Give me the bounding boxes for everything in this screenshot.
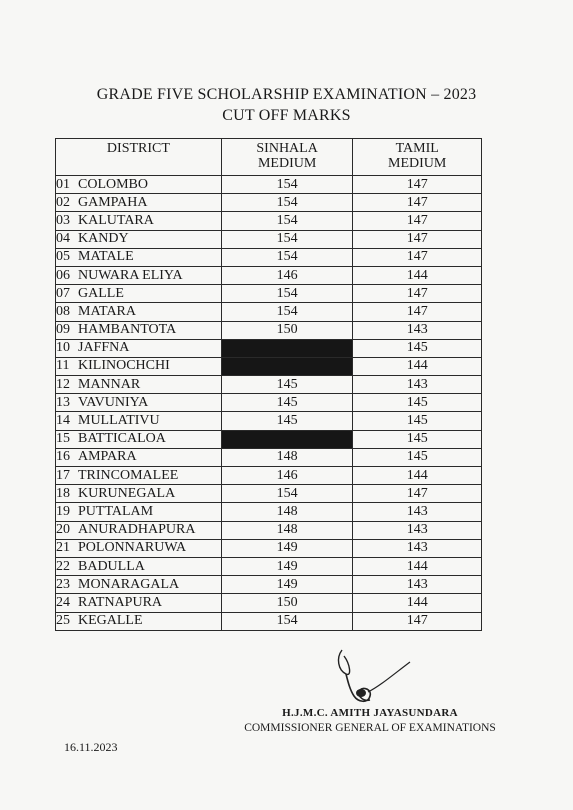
district-number: 22 xyxy=(56,558,70,574)
district-name: RATNAPURA xyxy=(78,594,163,610)
tamil-mark-cell: 147 xyxy=(353,303,482,321)
document-title: GRADE FIVE SCHOLARSHIP EXAMINATION – 2023 xyxy=(96,86,477,103)
tamil-mark-cell: 147 xyxy=(353,176,482,194)
table-row xyxy=(56,212,482,230)
table-row xyxy=(56,339,482,357)
district-cell xyxy=(56,357,222,375)
table-body xyxy=(56,176,482,631)
district-number: 14 xyxy=(56,413,70,429)
table-row xyxy=(56,576,482,594)
table-row xyxy=(56,321,482,339)
district-cell xyxy=(56,339,222,357)
district-number: 18 xyxy=(56,485,70,501)
column-header-tamil-medium: TAMIL MEDIUM xyxy=(353,139,482,176)
table-header-row xyxy=(56,139,482,176)
district-cell xyxy=(56,612,222,630)
table-row xyxy=(56,521,482,539)
sinhala-mark-cell: 150 xyxy=(221,594,353,612)
table-row xyxy=(56,394,482,412)
sinhala-mark-cell: 154 xyxy=(221,285,353,303)
sinhala-mark-cell: 148 xyxy=(221,521,353,539)
district-number: 21 xyxy=(56,540,70,556)
cutoff-marks-table xyxy=(55,138,482,631)
district-cell xyxy=(56,212,222,230)
district-name: BADULLA xyxy=(78,558,145,574)
district-name: MANNAR xyxy=(78,376,141,392)
tamil-mark-cell: 143 xyxy=(353,521,482,539)
district-cell xyxy=(56,467,222,485)
district-name: AMPARA xyxy=(78,449,137,465)
tamil-mark-cell: 144 xyxy=(353,594,482,612)
tamil-mark-cell: 144 xyxy=(353,467,482,485)
table-row xyxy=(56,194,482,212)
sinhala-mark-cell: 154 xyxy=(221,303,353,321)
tamil-mark-cell: 143 xyxy=(353,376,482,394)
district-name: VAVUNIYA xyxy=(78,394,149,410)
table-row xyxy=(56,376,482,394)
district-cell xyxy=(56,248,222,266)
district-number: 03 xyxy=(56,212,70,228)
district-cell xyxy=(56,594,222,612)
tamil-mark-cell: 144 xyxy=(353,357,482,375)
district-number: 07 xyxy=(56,285,70,301)
district-cell xyxy=(56,394,222,412)
redacted-cell xyxy=(221,339,353,357)
sinhala-mark-cell: 146 xyxy=(221,467,353,485)
district-number: 04 xyxy=(56,231,70,247)
signature-image xyxy=(328,646,420,708)
district-number: 11 xyxy=(56,358,70,374)
table-row xyxy=(56,612,482,630)
district-number: 17 xyxy=(56,467,70,483)
table-row xyxy=(56,467,482,485)
district-cell xyxy=(56,539,222,557)
column-header-district: DISTRICT xyxy=(56,139,222,176)
district-name: POLONNARUWA xyxy=(78,540,187,556)
sinhala-mark-cell: 149 xyxy=(221,557,353,575)
table-row xyxy=(56,557,482,575)
district-number: 13 xyxy=(56,394,70,410)
sinhala-mark-cell: 149 xyxy=(221,576,353,594)
tamil-mark-cell: 147 xyxy=(353,285,482,303)
district-cell xyxy=(56,503,222,521)
tamil-mark-cell: 147 xyxy=(353,194,482,212)
sinhala-mark-cell: 150 xyxy=(221,321,353,339)
district-name: COLOMBO xyxy=(78,176,149,192)
tamil-mark-cell: 145 xyxy=(353,430,482,448)
district-cell xyxy=(56,376,222,394)
district-number: 02 xyxy=(56,194,70,210)
tamil-mark-cell: 145 xyxy=(353,394,482,412)
sinhala-mark-cell: 149 xyxy=(221,539,353,557)
tamil-mark-cell: 147 xyxy=(353,612,482,630)
table-row xyxy=(56,594,482,612)
tamil-mark-cell: 143 xyxy=(353,321,482,339)
table-row xyxy=(56,230,482,248)
district-cell xyxy=(56,230,222,248)
district-cell xyxy=(56,303,222,321)
district-cell xyxy=(56,448,222,466)
district-cell xyxy=(56,285,222,303)
district-cell xyxy=(56,521,222,539)
district-name: MONARAGALA xyxy=(78,576,180,592)
sinhala-mark-cell: 154 xyxy=(221,230,353,248)
sinhala-mark-cell: 154 xyxy=(221,612,353,630)
sinhala-mark-cell: 145 xyxy=(221,376,353,394)
district-name: TRINCOMALEE xyxy=(78,467,179,483)
table-row xyxy=(56,357,482,375)
signatory-title: COMMISSIONER GENERAL OF EXAMINATIONS xyxy=(244,722,496,734)
tamil-mark-cell: 145 xyxy=(353,448,482,466)
sinhala-mark-cell: 145 xyxy=(221,394,353,412)
district-cell xyxy=(56,412,222,430)
district-name: JAFFNA xyxy=(78,340,130,356)
tamil-mark-cell: 147 xyxy=(353,485,482,503)
district-name: GALLE xyxy=(78,285,124,301)
table-row xyxy=(56,430,482,448)
district-name: MATARA xyxy=(78,303,136,319)
district-number: 15 xyxy=(56,431,70,447)
district-cell xyxy=(56,576,222,594)
district-number: 01 xyxy=(56,176,70,192)
district-name: BATTICALOA xyxy=(78,431,166,447)
district-number: 16 xyxy=(56,449,70,465)
table-row xyxy=(56,176,482,194)
sinhala-mark-cell: 154 xyxy=(221,212,353,230)
sinhala-mark-cell: 148 xyxy=(221,448,353,466)
district-cell xyxy=(56,194,222,212)
redacted-cell xyxy=(221,357,353,375)
district-name: KANDY xyxy=(78,231,129,247)
sinhala-mark-cell: 145 xyxy=(221,412,353,430)
district-number: 05 xyxy=(56,249,70,265)
district-name: KEGALLE xyxy=(78,613,143,629)
district-number: 10 xyxy=(56,340,70,356)
tamil-mark-cell: 145 xyxy=(353,339,482,357)
table-row xyxy=(56,412,482,430)
district-number: 09 xyxy=(56,322,70,338)
sinhala-mark-cell: 154 xyxy=(221,194,353,212)
column-header-sinhala-medium: SINHALA MEDIUM xyxy=(221,139,353,176)
district-name: GAMPAHA xyxy=(78,194,148,210)
document-date: 16.11.2023 xyxy=(64,740,118,754)
district-name: MULLATIVU xyxy=(78,413,160,429)
district-number: 08 xyxy=(56,303,70,319)
district-number: 06 xyxy=(56,267,70,283)
district-number: 24 xyxy=(56,594,70,610)
tamil-mark-cell: 143 xyxy=(353,539,482,557)
tamil-mark-cell: 143 xyxy=(353,576,482,594)
table-row xyxy=(56,539,482,557)
district-number: 25 xyxy=(56,613,70,629)
district-name: KURUNEGALA xyxy=(78,485,176,501)
tamil-mark-cell: 147 xyxy=(353,230,482,248)
district-name: HAMBANTOTA xyxy=(78,322,177,338)
sinhala-mark-cell: 146 xyxy=(221,266,353,284)
table-row xyxy=(56,266,482,284)
tamil-mark-cell: 143 xyxy=(353,503,482,521)
district-name: MATALE xyxy=(78,249,134,265)
tamil-mark-cell: 147 xyxy=(353,248,482,266)
district-number: 20 xyxy=(56,522,70,538)
signatory-name: H.J.M.C. AMITH JAYASUNDARA xyxy=(282,707,458,719)
district-cell xyxy=(56,176,222,194)
district-name: ANURADHAPURA xyxy=(78,522,196,538)
district-name: KILINOCHCHI xyxy=(78,358,170,374)
table-row xyxy=(56,248,482,266)
table-row xyxy=(56,448,482,466)
district-cell xyxy=(56,430,222,448)
district-cell xyxy=(56,266,222,284)
tamil-mark-cell: 144 xyxy=(353,266,482,284)
table-row xyxy=(56,485,482,503)
sinhala-mark-cell: 154 xyxy=(221,176,353,194)
district-name: KALUTARA xyxy=(78,212,154,228)
table-row xyxy=(56,503,482,521)
district-cell xyxy=(56,485,222,503)
district-number: 23 xyxy=(56,576,70,592)
district-name: PUTTALAM xyxy=(78,503,154,519)
tamil-mark-cell: 147 xyxy=(353,212,482,230)
redacted-cell xyxy=(221,430,353,448)
district-name: NUWARA ELIYA xyxy=(78,267,183,283)
sinhala-mark-cell: 148 xyxy=(221,503,353,521)
district-number: 19 xyxy=(56,503,70,519)
tamil-mark-cell: 144 xyxy=(353,557,482,575)
tamil-mark-cell: 145 xyxy=(353,412,482,430)
sinhala-mark-cell: 154 xyxy=(221,248,353,266)
district-cell xyxy=(56,321,222,339)
table-row xyxy=(56,303,482,321)
district-cell xyxy=(56,557,222,575)
district-number: 12 xyxy=(56,376,70,392)
document-subtitle: CUT OFF MARKS xyxy=(222,107,351,124)
sinhala-mark-cell: 154 xyxy=(221,485,353,503)
table-row xyxy=(56,285,482,303)
